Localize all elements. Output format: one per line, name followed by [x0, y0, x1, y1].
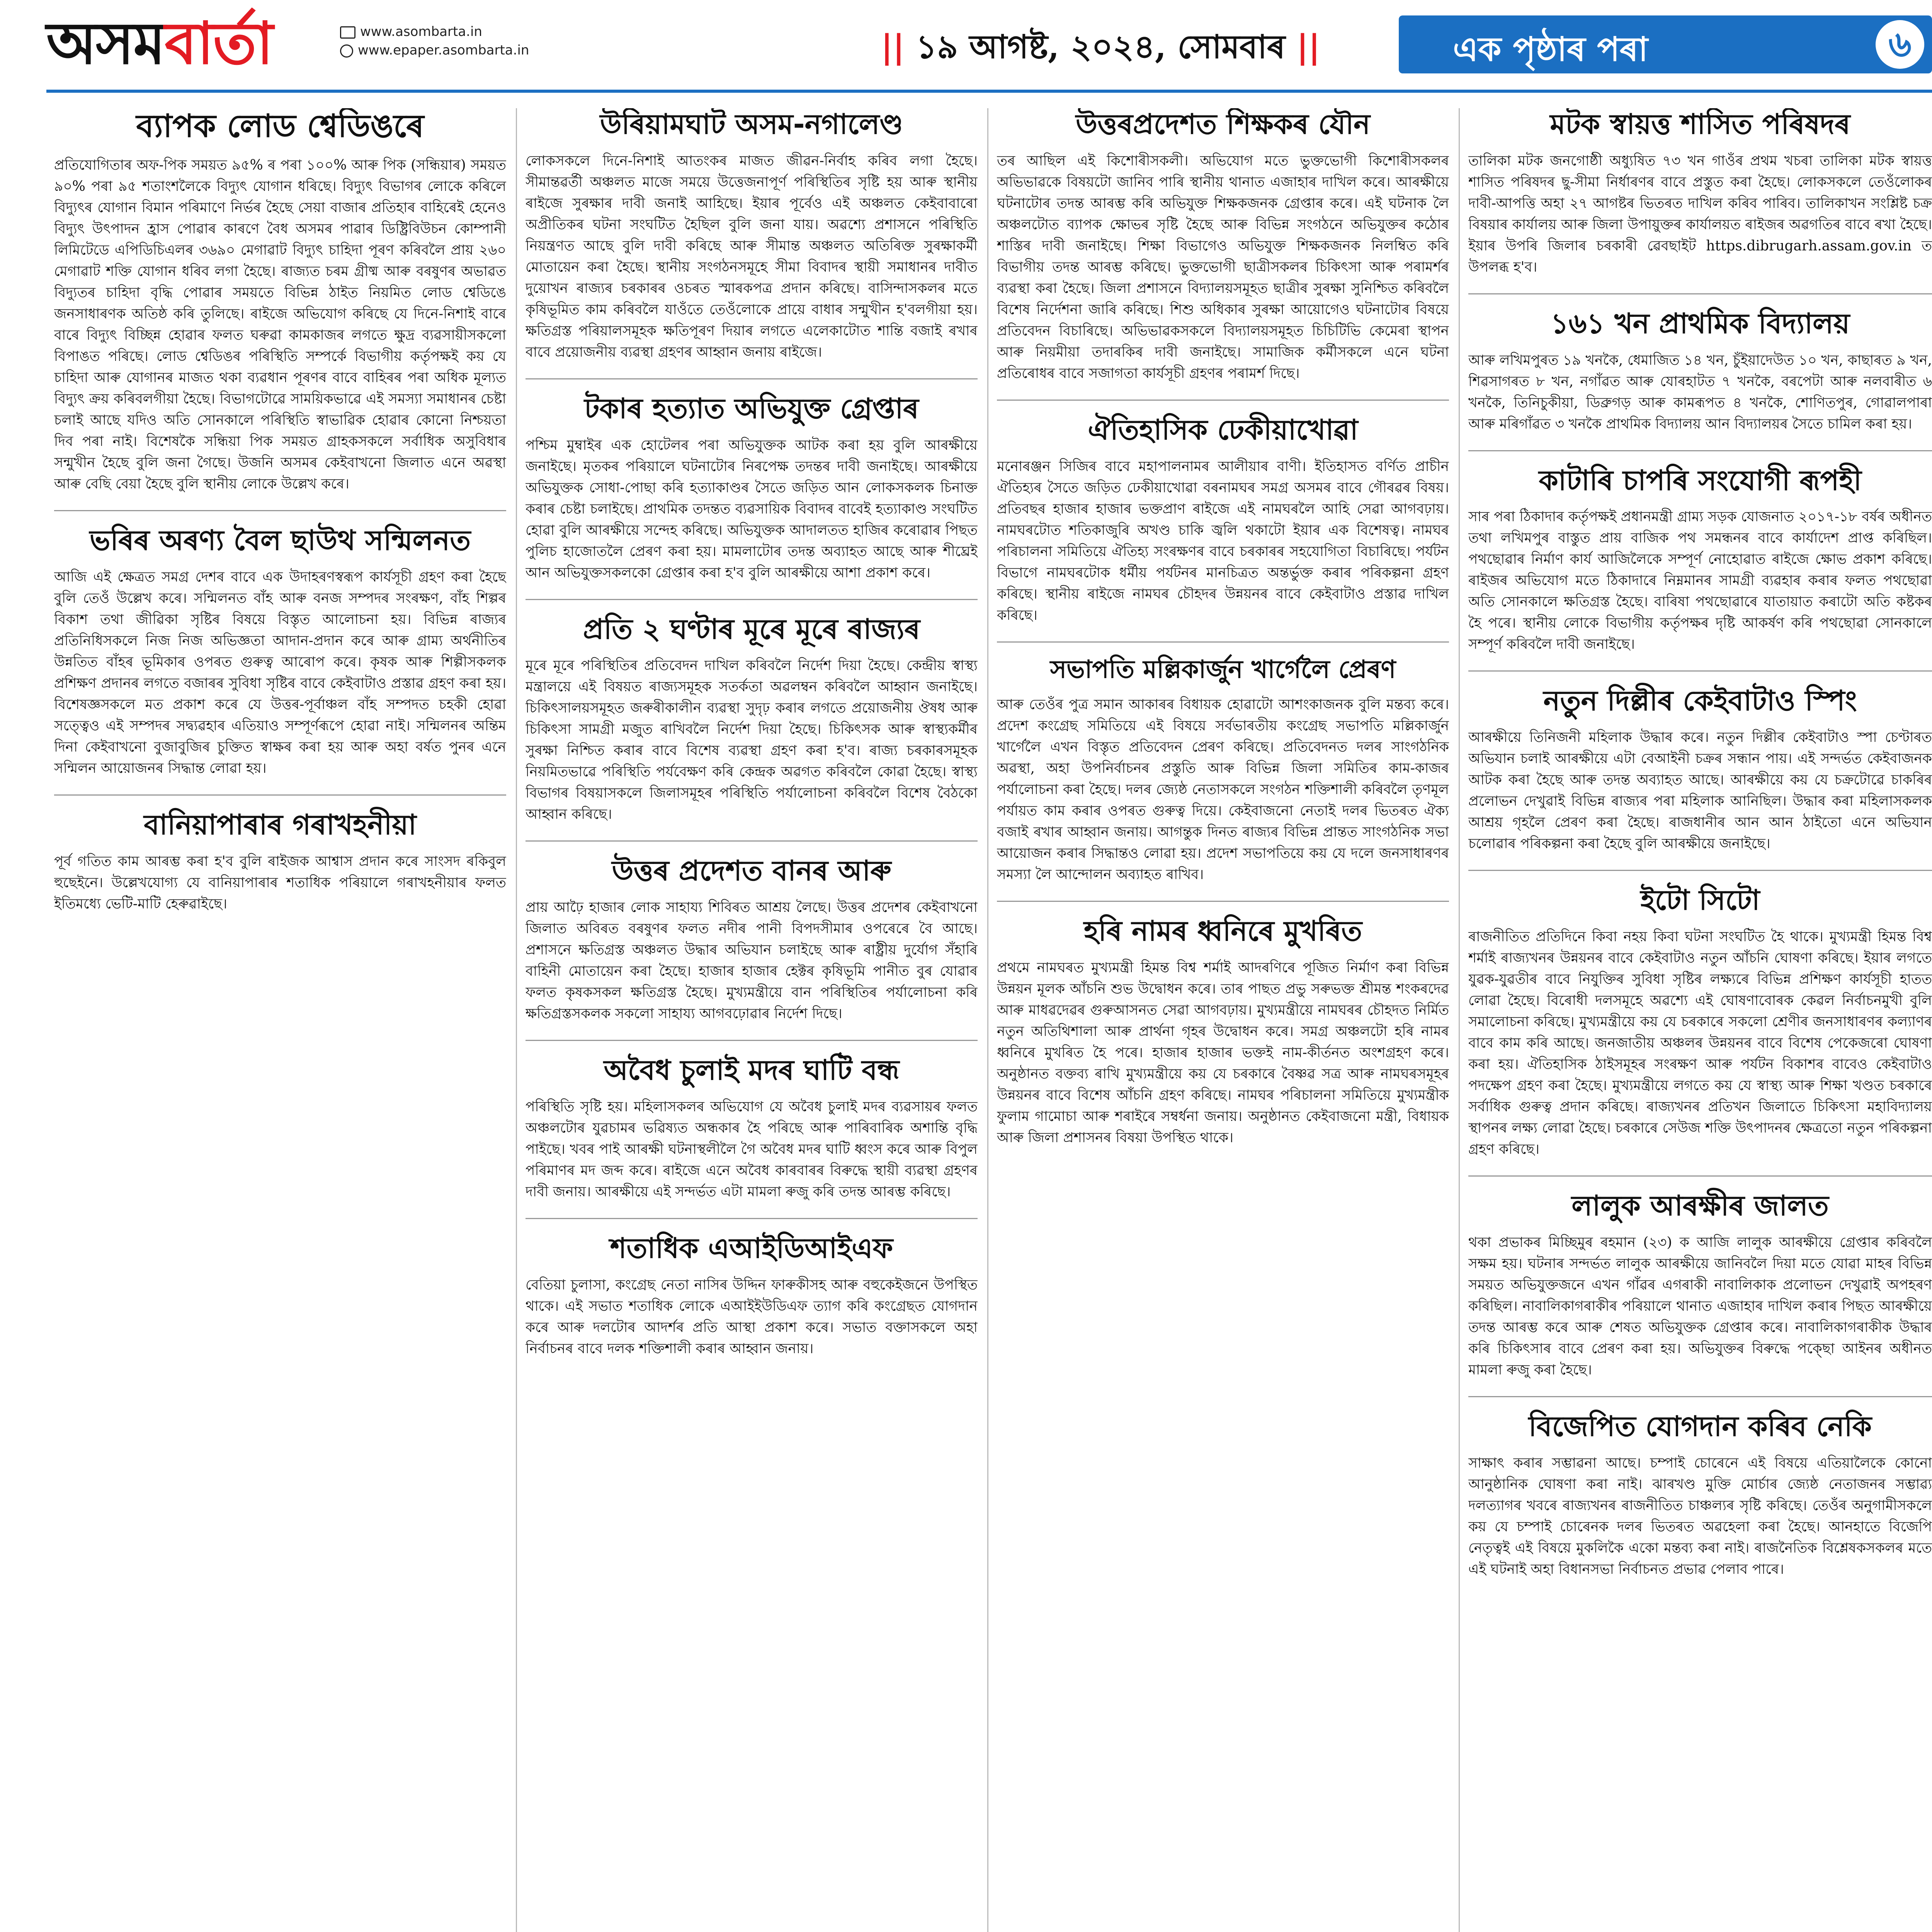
article-body: প্ৰতিযোগিতাৰ অফ-পিক সময়ত ৯৫% ৰ পৰা ১০০% আৰু পিক (সন্ধিয়াৰ) সময়ত ৯০% পৰা ৯৫ শতাংশলৈকে বিদ্যুৎ যোগান ধৰিছে। বিদ্যুৎ বিভাগৰ লোকে কৰিলে বিদ্যুৎৰ যোগান বিমান পৰিমাণে নিৰ্ভৰ হৈছে সেয়া বাজাৰ প্ৰতিহাৰ বাহিৰেই হেনেও বিদ্যুৎ উৎপাদন হ্ৰাস পোৱাৰ কাৰণে বৈধ অসমৰ পাৱাৰ ডিষ্ট্ৰিবিউচন কোম্পানী লিমিটেডে এপিডিচিএলৰ ৩৬৯০ মেগাৱাট বিদ্যুৎ চাহিদা পূৰণ কৰিবলৈ প্ৰায় ২৬০ মেগাৱাট শক্তি যোগান ধৰিব লগা হৈছে। ৰাজ্যত চৰম গ্ৰীষ্ম আৰু বৰষুণৰ অভাৱত বিদ্যুতৰ চাহিদা বৃদ্ধি পোৱাৰ সময়তে বিভিন্ন ঠাইত নিয়মিত লোড শ্বেডিঙে জনসাধাৰণক অতিষ্ঠ কৰি তুলিছে। ৰাইজে অভিযোগ কৰিছে যে দিনে-নিশাই বাৰে বাৰে বিদ্যুৎ বিচ্ছিন্ন হোৱাৰ ফলত ঘৰুৱা কামকাজৰ লগতে ক্ষুদ্ৰ ব্যৱসায়ীসকলো বিপাঙত পৰিছে। লোড শ্বেডিঙৰ পৰিস্থিতি সম্পৰ্কে বিভাগীয় কৰ্তৃপক্ষই কয় যে চাহিদা আৰু যোগানৰ মাজত থকা ব্যৱধান পূৰণৰ বাবে বাহিৰৰ পৰা অধিক মূল্যত বিদ্যুৎ ক্ৰয় কৰিবলগীয়া হৈছে। বিভাগটোৱে সাময়িকভাৱে এই সমস্যা সমাধানৰ চেষ্টা চলাই আছে যদিও অতি সোনকালে পৰিস্থিতি স্বাভাৱিক হোৱাৰ কোনো নিশ্চয়তা দিব পৰা নাই। বিশেষকৈ সন্ধিয়া পিক সময়ত গ্ৰাহকসকলে সৰ্বাধিক অসুবিধাৰ সন্মুখীন হৈছে বুলি জনা গৈছে। উজনি অসমৰ কেইবাখনো জিলাত এনে অৱস্থা আৰু বেছি বেয়া হৈছে বুলি স্থানীয় লোকে উল্লেখ কৰে। [54, 157, 506, 492]
article-bjp-join [1468, 1410, 1932, 1580]
article-delhi [1468, 685, 1932, 854]
headline: লালুক আৰক্ষীৰ জালত [1571, 1189, 1829, 1222]
column-divider [1459, 108, 1460, 1932]
divider [1468, 870, 1932, 871]
page-label: এক পৃষ্ঠাৰ পৰা [1453, 30, 1648, 69]
article-up-teacher [997, 108, 1449, 384]
headline: ঐতিহাসিক ঢেকীয়াখোৱা [1088, 413, 1358, 446]
divider [526, 599, 978, 600]
column-1 [54, 108, 506, 1932]
article-body: থকা প্ৰভাকৰ মিচ্ছিমুৰ ৰহমান (২৩) ক আজি লালুক আৰক্ষীয়ে গ্ৰেপ্তাৰ কৰিবলৈ সক্ষম হয়। ঘটনাৰ সন্দৰ্ভত লালুক আৰক্ষীয়ে জানিবলৈ দিয়া মতে যোৱা মাহৰ বিভিন্ন সময়ত অভিযুক্তজনে এখন গাঁৱৰ এগৰাকী নাবালিকাক প্ৰলোভন দেখুৱাই অপহৰণ কৰিছিল। নাবালিকাগৰাকীৰ পৰিয়ালে থানাত এজাহাৰ দাখিল কৰাৰ পিছত আৰক্ষীয়ে তদন্ত আৰম্ভ কৰে আৰু শেষত অভিযুক্তক গ্ৰেপ্তাৰ কৰে। নাবালিকাগৰাকীক উদ্ধাৰ কৰি চিকিৎসাৰ বাবে প্ৰেৰণ কৰা হয়। অভিযুক্তৰ বিৰুদ্ধে পক্ছো আইনৰ অধীনত মামলা ৰুজু কৰা হৈছে। [1468, 1234, 1932, 1378]
article-health-reports [526, 613, 978, 825]
article-body: আৰক্ষীয়ে তিনিজনী মহিলাক উদ্ধাৰ কৰে। নতুন দিল্লীৰ কেইবাটাও স্পা চেণ্টাৰত অভিযান চলাই আৰক্ষীয়ে এটা বেআইনী চক্ৰৰ সন্ধান পায়। এই সন্দৰ্ভত কেইবাজনক আটক কৰা হৈছে আৰু তদন্ত অব্যাহত আছে। আৰক্ষীয়ে কয় যে চক্ৰটোৱে চাকৰিৰ প্ৰলোভন দেখুৱাই বিভিন্ন ৰাজ্যৰ পৰা মহিলাক আনিছিল। উদ্ধাৰ কৰা মহিলাসকলক আশ্ৰয় গৃহলৈ প্ৰেৰণ কৰা হৈছে। ৰাজধানীৰ আন আন ঠাইতো এনে অভিযান চলোৱাৰ পৰিকল্পনা কৰা হৈছে বুলি আৰক্ষীয়ে জনাইছে। [1468, 730, 1932, 852]
divider [997, 400, 1449, 401]
divider [1468, 450, 1932, 451]
article-body: মূৰে মূৰে পৰিস্থিতিৰ প্ৰতিবেদন দাখিল কৰিবলৈ নিৰ্দেশ দিয়া হৈছে। কেন্দ্ৰীয় স্বাস্থ্য মন্ত্ৰালয়ে এই বিষয়ত ৰাজ্যসমূহক সতৰ্কতা অৱলম্বন কৰিবলৈ আহ্বান জনাইছে। চিকিৎসালয়সমূহত জৰুৰীকালীন ব্যৱস্থা সুদৃঢ় কৰাৰ লগতে প্ৰয়োজনীয় ঔষধ আৰু চিকিৎসা সামগ্ৰী মজুত ৰাখিবলৈ নিৰ্দেশ দিয়া হৈছে। চিকিৎসক আৰু স্বাস্থ্যকৰ্মীৰ সুৰক্ষা নিশ্চিত কৰাৰ বাবে বিশেষ ব্যৱস্থা গ্ৰহণ কৰা হ'ব। ৰাজ্য চৰকাৰসমূহক নিয়মিতভাৱে পৰিস্থিতি পৰ্যবেক্ষণ কৰি কেন্দ্ৰক অৱগত কৰিবলৈ কোৱা হৈছে। স্বাস্থ্য বিভাগৰ বিষয়াসকলে জিলাসমূহৰ পৰিস্থিতি পৰ্যালোচনা কৰিবলৈ বিশেষ বৈঠকো আহ্বান কৰিছে। [526, 658, 978, 823]
article-body: বেতিয়া চুলাসা, কংগ্ৰেছ নেতা নাসিৰ উদ্দিন ফাৰুকীসহ আৰু বহুকেইজনে উপস্থিত থাকে। এই সভাত শতাধিক লোকে এআইইউডিএফ ত্যাগ কৰি কংগ্ৰেছত যোগদান কৰে আৰু দলটোৰ আদৰ্শৰ প্ৰতি আস্থা প্ৰকাশ কৰে। সভাত বক্তাসকলে অহা নিৰ্বাচনৰ বাবে দলক শক্তিশালী কৰাৰ আহ্বান জনায়। [526, 1277, 978, 1357]
article-body: তৰ আছিল এই কিশোৰীসকলী। অভিযোগ মতে ভুক্তভোগী কিশোৰীসকলৰ অভিভাৱকে বিষয়টো জানিব পাৰি স্থানীয় থানাত এজাহাৰ দাখিল কৰে। আৰক্ষীয়ে ঘটনাটোৰ তদন্ত আৰম্ভ কৰি অভিযুক্ত শিক্ষকজনক গ্ৰেপ্তাৰ কৰে। এই ঘটনাক লৈ অঞ্চলটোত ব্যাপক ক্ষোভৰ সৃষ্টি হৈছে আৰু বিভিন্ন সংগঠনে অভিযুক্তৰ কঠোৰ শাস্তিৰ দাবী জনাইছে। শিক্ষা বিভাগেও অভিযুক্ত শিক্ষকজনক নিলম্বিত কৰি বিভাগীয় তদন্ত আৰম্ভ কৰিছে। ভুক্তভোগী ছাত্ৰীসকলৰ চিকিৎসা আৰু পৰামৰ্শৰ ব্যৱস্থা কৰা হৈছে। জিলা প্ৰশাসনে বিদ্যালয়সমূহত ছাত্ৰীৰ সুৰক্ষা সুনিশ্চিত কৰিবলৈ বিশেষ নিৰ্দেশনা জাৰি কৰিছে। শিশু অধিকাৰ সুৰক্ষা আয়োগেও ঘটনাটোৰ বিষয়ে প্ৰতিবেদন বিচাৰিছে। অভিভাৱকসকলে বিদ্যালয়সমূহত চিচিটিভি কেমেৰা স্থাপন আৰু নিয়মীয়া তদাৰকিৰ দাবী জনাইছে। সামাজিক কৰ্মীসকলে এনে ঘটনা প্ৰতিৰোধৰ বাবে সজাগতা কাৰ্যসূচী গ্ৰহণৰ পৰামৰ্শ দিছে। [997, 153, 1449, 381]
headline: ভৰিৰ অৰণ্য বৈল ছাউথ সন্মিলনত [89, 524, 471, 557]
headline: উত্তৰপ্ৰদেশত শিক্ষকৰ যৌন [1075, 108, 1371, 140]
headline: সভাপতি মল্লিকাৰ্জুন খাৰ্গেলৈ প্ৰেৰণ [1050, 655, 1396, 684]
article-autonomous-council [1468, 108, 1932, 278]
masthead [0, 0, 1932, 97]
logo-part-2: বাৰ্তা [165, 10, 273, 77]
masthead-rule [46, 90, 1932, 93]
divider [1468, 1396, 1932, 1397]
headline: মটক স্বায়ত্ত শাসিত পৰিষদৰ [1550, 108, 1850, 140]
article-body: সাৰ পৰা ঠিকাদাৰ কৰ্তৃপক্ষই প্ৰধানমন্ত্ৰী গ্ৰাম্য সড়ক যোজনাত ২০১৭-১৮ বৰ্ষৰ অধীনত তথা লখিমপুৰ বাস্তুত প্ৰায় বাজিক পথ সমন্ধনৰ বাবে কাৰ্যাদেশ প্ৰাপ্ত কৰিছিল। পথছোৱাৰ নিৰ্মাণ কাৰ্য আজিলৈকে সম্পূৰ্ণ নোহোৱাত ৰাইজে ক্ষোভ প্ৰকাশ কৰিছে। ৰাইজৰ অভিযোগ মতে ঠিকাদাৰে নিম্নমানৰ সামগ্ৰী ব্যৱহাৰ কৰাৰ ফলত পথছোৱা অতি সোনকালে ক্ষতিগ্ৰস্ত হৈছে। বাৰিষা পথছোৱাৰে যাতায়াত কৰাটো অতি কষ্টকৰ হৈ পৰে। স্থানীয় লোকে বিভাগীয় কৰ্তৃপক্ষৰ দৃষ্টি আকৰ্ষণ কৰি পথছোৱা সোনকালে সম্পূৰ্ণ কৰিবলৈ দাবী জনাইছে। [1468, 509, 1932, 653]
divider [1468, 670, 1932, 672]
headline: কাটাৰি চাপৰি সংযোগী ৰূপহী [1539, 464, 1862, 497]
column-divider [516, 108, 517, 1932]
page-number: ৬ [1876, 20, 1924, 69]
article-body: প্ৰায় আঢ়ৈ হাজাৰ লোক সাহায্য শিবিৰত আশ্ৰয় লৈছে। উত্তৰ প্ৰদেশৰ কেইবাখনো জিলাত অবিৰত বৰষুণৰ ফলত নদীৰ পানী বিপদসীমাৰ ওপৰেৰে বৈ আছে। প্ৰশাসনে ক্ষতিগ্ৰস্ত অঞ্চলত উদ্ধাৰ অভিযান চলাইছে আৰু ৰাষ্ট্ৰীয় দুৰ্যোগ সঁহাৰি বাহিনী মোতায়েন কৰা হৈছে। হাজাৰ হাজাৰ হেক্টৰ কৃষিভূমি পানীত বুৰ যোৱাৰ ফলত কৃষকসকল ক্ষতিগ্ৰস্ত হৈছে। মুখ্যমন্ত্ৰীয়ে বান পৰিস্থিতিৰ পৰ্যালোচনা কৰি ক্ষতিগ্ৰস্তসকলক সকলো সাহায্য আগবঢ়োৱাৰ নিৰ্দেশ দিছে। [526, 900, 978, 1022]
article-body: পশ্চিম মুম্বাইৰ এক হোটেলৰ পৰা অভিযুক্তক আটক কৰা হয় বুলি আৰক্ষীয়ে জনাইছে। মৃতকৰ পৰিয়ালে ঘটনাটোৰ নিৰপেক্ষ তদন্তৰ দাবী জনাইছে। আৰক্ষীয়ে অভিযুক্তক সোধা-পোছা কৰি হত্যাকাণ্ডৰ সৈতে জড়িত আন লোকসকলক চিনাক্ত কৰাৰ চেষ্টা চলাইছে। প্ৰাথমিক তদন্তত ব্যৱসায়িক বিবাদৰ বাবেই হত্যাকাণ্ড সংঘটিত হোৱা বুলি আৰক্ষীয়ে সন্দেহ কৰিছে। অভিযুক্তক আদালতত হাজিৰ কৰোৱাৰ পিছত পুলিচ হাজোতলৈ প্ৰেৰণ কৰা হয়। মামলাটোৰ তদন্ত অব্যাহত আছে আৰু শীঘ্ৰেই আন অভিযুক্তসকলকো গ্ৰেপ্তাৰ কৰা হ'ব বুলি আৰক্ষীয়ে আশা প্ৰকাশ কৰে। [526, 437, 978, 581]
headline: বিজেপিত যোগদান কৰিব নেকি [1529, 1410, 1872, 1442]
article-body: তালিকা মটক জনগোষ্ঠী অধ্যুষিত ৭৩ খন গাওঁৰ প্ৰথম খচৰা তালিকা মটক স্বায়ত্ত শাসিত পৰিষদৰ ছু-সীমা নিৰ্ধাৰণৰ বাবে প্ৰস্তুত কৰা হৈছে। লোকসকলে তেওঁলোকৰ দাবী-আপত্তি অহা ২৭ আগষ্টৰ ভিতৰত দাখিল কৰিব পাৰিব। তালিকাখন সংশ্লিষ্ট চক্ৰ বিষয়াৰ কাৰ্যালয় আৰু জিলা উপায়ুক্তৰ কাৰ্যালয়ত ৰাইজৰ অৱগতিৰ বাবে ৰখা হৈছে। ইয়াৰ উপৰি জিলাৰ চৰকাৰী ৱেবছাইট https.dibrugarh.assam.gov.in ত উপলব্ধ হ'ব। [1468, 153, 1932, 275]
article-ito-sito [1468, 884, 1932, 1160]
column-2 [526, 108, 978, 1932]
logo-part-1: অসম [46, 10, 165, 77]
divider [526, 1218, 978, 1219]
divider [526, 378, 978, 379]
divider [526, 840, 978, 842]
divider [526, 1040, 978, 1041]
headline: নতুন দিল্লীৰ কেইবাটাও স্পিং [1543, 684, 1857, 717]
divider [1468, 1175, 1932, 1177]
article-illegal-liquor [526, 1054, 978, 1202]
article-banitya [54, 809, 506, 915]
headline: বানিয়াপাৰাৰ গৰাখহনীয়া [144, 808, 417, 841]
headline: উৰিয়ামঘাট অসম-নগালেণ্ড [600, 108, 903, 140]
headline: ইটো সিটো [1640, 884, 1760, 917]
newspaper-logo [46, 11, 272, 77]
divider [54, 794, 506, 796]
headline: টকাৰ হত্যাত অভিযুক্ত গ্ৰেপ্তাৰ [584, 392, 919, 425]
contact-block [340, 22, 529, 60]
article-lalook-police [1468, 1190, 1932, 1381]
article-load-shedding [54, 108, 506, 495]
article-uriamghat [526, 108, 978, 363]
article-aiudf [526, 1232, 978, 1359]
headline: হৰি নামৰ ধ্বনিৰে মুখৰিত [1083, 915, 1362, 947]
article-body: মনোৰঞ্জন সিজিৰ বাবে মহাপালনামৰ আলীয়াৰ বাণী। ইতিহাসত বৰ্ণিত প্ৰাচীন ঐতিহ্যৰ সৈতে জড়িত ঢেকীয়াখোৱা বৰনামঘৰ সমগ্ৰ অসমৰ বাবে গৌৰৱৰ বিষয়। প্ৰতিবছৰ হাজাৰ হাজাৰ ভক্তপ্ৰাণ ৰাইজে এই নামঘৰলৈ আহি সেৱা আগবঢ়ায়। নামঘৰটোত শতিকাজুৰি অখণ্ড চাকি জ্বলি থকাটো ইয়াৰ এক বিশেষত্ব। নামঘৰ পৰিচালনা সমিতিয়ে ঐতিহ্য সংৰক্ষণৰ বাবে চৰকাৰৰ সহযোগিতা বিচাৰিছে। পৰ্যটন বিভাগে নামঘৰটোক ধৰ্মীয় পৰ্যটনৰ মানচিত্ৰত অন্তৰ্ভুক্ত কৰাৰ পৰিকল্পনা গ্ৰহণ কৰিছে। স্থানীয় ৰাইজে নামঘৰ চৌহদৰ উন্নয়নৰ বাবে কেইবাটাও প্ৰস্তাৱ দাখিল কৰিছে। [997, 458, 1449, 623]
article-body: লোকসকলে দিনে-নিশাই আতংকৰ মাজত জীৱন-নিৰ্বাহ কৰিব লগা হৈছে। সীমান্তৱৰ্তী অঞ্চলত মাজে সময়ে উত্তেজনাপূৰ্ণ পৰিস্থিতিৰ সৃষ্টি হয় আৰু স্থানীয় ৰাইজে সুৰক্ষাৰ দাবী জনাই আহিছে। ইয়াৰ পূৰ্বেও এই অঞ্চলত কেইবাবাৰো অপ্ৰীতিকৰ ঘটনা সংঘটিত হৈছিল বুলি জনা যায়। অৱশ্যে প্ৰশাসনে পৰিস্থিতি নিয়ন্ত্ৰণত আছে বুলি দাবী কৰিছে আৰু সীমান্ত অঞ্চলত অতিৰিক্ত সুৰক্ষাকৰ্মী মোতায়েন কৰা হৈছে। স্থানীয় সংগঠনসমূহে সীমা বিবাদৰ স্থায়ী সমাধানৰ দাবীত দুয়োখন ৰাজ্যৰ চৰকাৰৰ ওচৰত স্মাৰকপত্ৰ প্ৰদান কৰিছে। বাসিন্দাসকলৰ মতে কৃষিভূমিত কাম কৰিবলৈ যাওঁতে তেওঁলোকে প্ৰায়ে বাধাৰ সন্মুখীন হ'বলগীয়া হয়। ক্ষতিগ্ৰস্ত পৰিয়ালসমূহক ক্ষতিপূৰণ দিয়াৰ লগতে এলেকাটোত শান্তি বজাই ৰখাৰ বাবে প্ৰয়োজনীয় ব্যৱস্থা গ্ৰহণৰ আহ্বান জনায় ৰাইজে। [526, 153, 978, 360]
article-body: পূৰ্ব গতিত কাম আৰম্ভ কৰা হ'ব বুলি ৰাইজক আশ্বাস প্ৰদান কৰে সাংসদ ৰকিবুল হুছেইনে। উল্লেখযোগ্য যে বানিয়াপাৰাৰ শতাধিক পৰিয়ালে গৰাখহনীয়াৰ ফলত ইতিমধ্যে ভেটি-মাটি হেৰুৱাইছে। [54, 853, 506, 912]
article-bamboo [54, 524, 506, 779]
article-kharge [997, 656, 1449, 886]
website-link[interactable]: www.asombarta.in [360, 24, 482, 39]
article-murder [526, 393, 978, 583]
headline: ব্যাপক লোড শ্বেডিঙৰে [136, 108, 424, 145]
article-body: আৰু তেওঁৰ পুত্ৰ সমান আকাৰৰ বিধায়ক হোৱাটো আশংকাজনক বুলি মন্তব্য কৰে। প্ৰদেশ কংগ্ৰেছ সমিতিয়ে এই বিষয়ে সৰ্বভাৰতীয় কংগ্ৰেছ সভাপতি মল্লিকাৰ্জুন খাৰ্গেলৈ এখন বিস্তৃত প্ৰতিবেদন প্ৰেৰণ কৰিছে। প্ৰতিবেদনত দলৰ সাংগঠনিক অৱস্থা, অহা উপনিৰ্বাচনৰ প্ৰস্তুতি আৰু বিভিন্ন জিলা সমিতিৰ কাম-কাজৰ পৰ্যালোচনা কৰা হৈছে। দলৰ জ্যেষ্ঠ নেতাসকলে সংগঠন শক্তিশালী কৰিবলৈ তৃণমূল পৰ্যায়ত কাম কৰাৰ ওপৰত গুৰুত্ব দিয়ে। কেইবাজনো নেতাই দলৰ ভিতৰত ঐক্য বজাই ৰখাৰ আহ্বান জনায়। আগন্তুক দিনত ৰাজ্যৰ বিভিন্ন প্ৰান্তত সাংগঠনিক সভা আয়োজন কৰাৰ সিদ্ধান্তও লোৱা হয়। প্ৰদেশ সভাপতিয়ে কয় যে দলে জনসাধাৰণৰ সমস্যা লৈ আন্দোলন অব্যাহত ৰাখিব। [997, 697, 1449, 883]
divider [1468, 293, 1932, 294]
mail-icon [340, 26, 355, 39]
article-body: সাক্ষাৎ কৰাৰ সম্ভাৱনা আছে। চম্পাই চোৰেনে এই বিষয়ে এতিয়ালৈকে কোনো আনুষ্ঠানিক ঘোষণা কৰা নাই। ঝাৰখণ্ড মুক্তি মোৰ্চাৰ জ্যেষ্ঠ নেতাজনৰ সম্ভাৱ্য দলত্যাগৰ খবৰে ৰাজ্যখনৰ ৰাজনীতিত চাঞ্চল্যৰ সৃষ্টি কৰিছে। তেওঁৰ অনুগামীসকলে কয় যে চম্পাই চোৰেনক দলৰ ভিতৰত অৱহেলা কৰা হৈছে। আনহাতে বিজেপি নেতৃত্বই এই বিষয়ে মুকলিকৈ একো মন্তব্য কৰা নাই। ৰাজনৈতিক বিশ্লেষকসকলৰ মতে এই ঘটনাই অহা বিধানসভা নিৰ্বাচনত প্ৰভাৱ পেলাব পাৰে। [1468, 1455, 1932, 1577]
headline: শতাধিক এআইডিআইএফ [610, 1231, 893, 1264]
article-heritage [997, 414, 1449, 626]
article-body: প্ৰথমে নামঘৰত মুখ্যমন্ত্ৰী হিমন্ত বিশ্ব শৰ্মাই আদৰণিৰে পূজিত নিৰ্মাণ কৰা বিভিন্ন উন্নয়ন মূলক আঁচনি শুভ উদ্বোধন কৰে। তাৰ পাছত প্ৰভু সৰুভক্ত শ্ৰীমন্ত শংকৰদেৱ আৰু মাধৱদেৱৰ গুৰুআসনত সেৱা আগবঢ়ায়। মুখ্যমন্ত্ৰীয়ে নামঘৰৰ চৌহদত নিৰ্মিত নতুন অতিথিশালা আৰু প্ৰাৰ্থনা গৃহৰ উদ্বোধন কৰে। সমগ্ৰ অঞ্চলটো হৰি নামৰ ধ্বনিৰে মুখৰিত হৈ পৰে। হাজাৰ হাজাৰ ভক্তই নাম-কীৰ্তনত অংশগ্ৰহণ কৰে। অনুষ্ঠানত বক্তব্য ৰাখি মুখ্যমন্ত্ৰীয়ে কয় যে চৰকাৰে বৈষ্ণৱ সত্ৰ আৰু নামঘৰসমূহৰ উন্নয়নৰ বাবে বিশেষ আঁচনি গ্ৰহণ কৰিছে। নামঘৰ পৰিচালনা সমিতিয়ে মুখ্যমন্ত্ৰীক ফুলাম গামোচা আৰু শৰাইৰে সম্বৰ্ধনা জনায়। অনুষ্ঠানত কেইবাজনো মন্ত্ৰী, বিধায়ক আৰু জিলা প্ৰশাসনৰ বিষয়া উপস্থিত থাকে। [997, 959, 1449, 1146]
headline: অবৈধ চুলাই মদৰ ঘাটি বন্ধ [604, 1054, 900, 1087]
epaper-link[interactable]: www.epaper.asombarta.in [358, 43, 529, 58]
divider [997, 901, 1449, 902]
headline: ১৬১ খন প্ৰাথমিক বিদ্যালয় [1550, 307, 1850, 340]
article-body: পৰিস্থিতি সৃষ্টি হয়। মহিলাসকলৰ অভিযোগ যে অবৈধ চুলাই মদৰ ব্যৱসায়ৰ ফলত অঞ্চলটোৰ যুৱচামৰ ভৱিষ্যত অন্ধকাৰ হৈ পৰিছে আৰু পাৰিবাৰিক অশান্তি বৃদ্ধি পাইছে। খবৰ পাই আৰক্ষী ঘটনাস্থলীলৈ গৈ অবৈধ মদৰ ঘাটি ধ্বংস কৰে আৰু বিপুল পৰিমাণৰ মদ জব্দ কৰে। ৰাইজে এনে অবৈধ কাৰবাৰৰ বিৰুদ্ধে স্থায়ী ব্যৱস্থা গ্ৰহণৰ দাবী জনায়। আৰক্ষীয়ে এই সন্দৰ্ভত এটা মামলা ৰুজু কৰি তদন্ত আৰম্ভ কৰিছে। [526, 1099, 978, 1200]
article-harinam [997, 915, 1449, 1148]
article-body: আৰু লখিমপুৰত ১৯ খনকৈ, ধেমাজিত ১৪ খন, চুঁইয়াদেউত ১০ খন, কাছাৰত ৯ খন, শিৱসাগৰত ৮ খন, নগাঁৱত আৰু যোৰহাটত ৭ খনকৈ, বৰপেটা আৰু নলবাৰীত ৬ খনকৈ, তিনিচুকীয়া, ডিব্ৰুগড় আৰু কামৰূপত ৪ খনকৈ, শোণিতপুৰ, গোৱালপাৰা আৰু মৰিগাঁৱত ৩ খনকৈ প্ৰাথমিক বিদ্যালয় আন বিদ্যালয়ৰ সৈতে চামিল কৰা হয়। [1468, 352, 1932, 432]
page-tag [1399, 15, 1932, 73]
column-4 [1468, 108, 1932, 1932]
headline: প্ৰতি ২ ঘণ্টাৰ মূৰে মূৰে ৰাজ্যৰ [583, 612, 920, 645]
issue-date: ১৯ আগষ্ট, ২০২৪, সোমবাৰ [916, 27, 1286, 66]
article-body: ৰাজনীতিত প্ৰতিদিনে কিবা নহয় কিবা ঘটনা সংঘটিত হৈ থাকে। মুখ্যমন্ত্ৰী হিমন্ত বিশ্ব শৰ্মাই ৰাজ্যখনৰ উন্নয়নৰ বাবে কেইবাটাও নতুন আঁচনি ঘোষণা কৰিছে। ইয়াৰ লগতে যুৱক-যুৱতীৰ বাবে নিযুক্তিৰ সুবিধা সৃষ্টিৰ লক্ষ্যৰে বিভিন্ন প্ৰশিক্ষণ কাৰ্যসূচী হাতত লোৱা হৈছে। বিৰোধী দলসমূহে অৱশ্যে এই ঘোষণাবোৰক কেৱল নিৰ্বাচনমুখী বুলি সমালোচনা কৰিছে। মুখ্যমন্ত্ৰীয়ে কয় যে চৰকাৰে সকলো শ্ৰেণীৰ জনসাধাৰণৰ কল্যাণৰ বাবে কাম কৰি আছে। জনজাতীয় অঞ্চলৰ উন্নয়নৰ বাবে বিশেষ পেকেজৰো ঘোষণা কৰা হয়। ঐতিহাসিক ঠাইসমূহৰ সংৰক্ষণ আৰু পৰ্যটন বিকাশৰ বাবেও কেইবাটাও পদক্ষেপ গ্ৰহণ কৰা হৈছে। মুখ্যমন্ত্ৰীয়ে লগতে কয় যে স্বাস্থ্য আৰু শিক্ষা খণ্ডত চৰকাৰে সৰ্বাধিক গুৰুত্ব প্ৰদান কৰিছে। ৰাজ্যখনৰ প্ৰতিখন জিলাতে চিকিৎসা মহাবিদ্যালয় স্থাপনৰ লক্ষ্য লোৱা হৈছে। চৰকাৰে সেউজ শক্তি উৎপাদনৰ ক্ষেত্ৰতো নতুন পৰিকল্পনা গ্ৰহণ কৰিছে। [1468, 929, 1932, 1157]
divider [54, 510, 506, 511]
article-primary-schools [1468, 308, 1932, 435]
column-divider [987, 108, 988, 1932]
article-up-flood [526, 855, 978, 1024]
globe-icon [340, 44, 353, 58]
column-3 [997, 108, 1449, 1932]
article-katari-road [1468, 464, 1932, 655]
headline: উত্তৰ প্ৰদেশত বানৰ আৰু [612, 854, 891, 887]
date-bar: || ১৯ আগষ্ট, ২০২৪, সোমবাৰ || [881, 27, 1320, 66]
divider [997, 641, 1449, 643]
article-body: আজি এই ক্ষেত্ৰত সমগ্ৰ দেশৰ বাবে এক উদাহৰণস্বৰূপ কাৰ্যসূচী গ্ৰহণ কৰা হৈছে বুলি তেওঁ উল্লেখ কৰে। সন্মিলনত বাঁহ আৰু বনজ সম্পদৰ সংৰক্ষণ, বাঁহ শিল্পৰ বিকাশ তথা জীৱিকা সৃষ্টিৰ বিষয়ে বিস্তৃত আলোচনা হয়। বিভিন্ন ৰাজ্যৰ প্ৰতিনিধিসকলে নিজ নিজ অভিজ্ঞতা আদান-প্ৰদান কৰে আৰু গ্ৰাম্য অৰ্থনীতিৰ উন্নতিত বাঁহৰ ভূমিকাৰ ওপৰত গুৰুত্ব আৰোপ কৰে। কৃষক আৰু শিল্পীসকলক প্ৰশিক্ষণ প্ৰদানৰ লগতে বজাৰৰ সুবিধা সৃষ্টিৰ বাবে কেইবাটাও প্ৰস্তাৱ গ্ৰহণ কৰা হয়। বিশেষজ্ঞসকলে মত প্ৰকাশ কৰে যে উত্তৰ-পূৰ্বাঞ্চল বাঁহ সম্পদত চহকী হোৱা সত্ত্বেও এই সম্পদৰ সদ্ব্যৱহাৰ এতিয়াও সম্পূৰ্ণৰূপে হোৱা নাই। সন্মিলনৰ অন্তিম দিনা কেইবাখনো বুজাবুজিৰ চুক্তিত স্বাক্ষৰ কৰা হয় আৰু অহা বৰ্ষত পুনৰ এনে সন্মিলন আয়োজনৰ সিদ্ধান্ত লোৱা হয়। [54, 569, 506, 777]
